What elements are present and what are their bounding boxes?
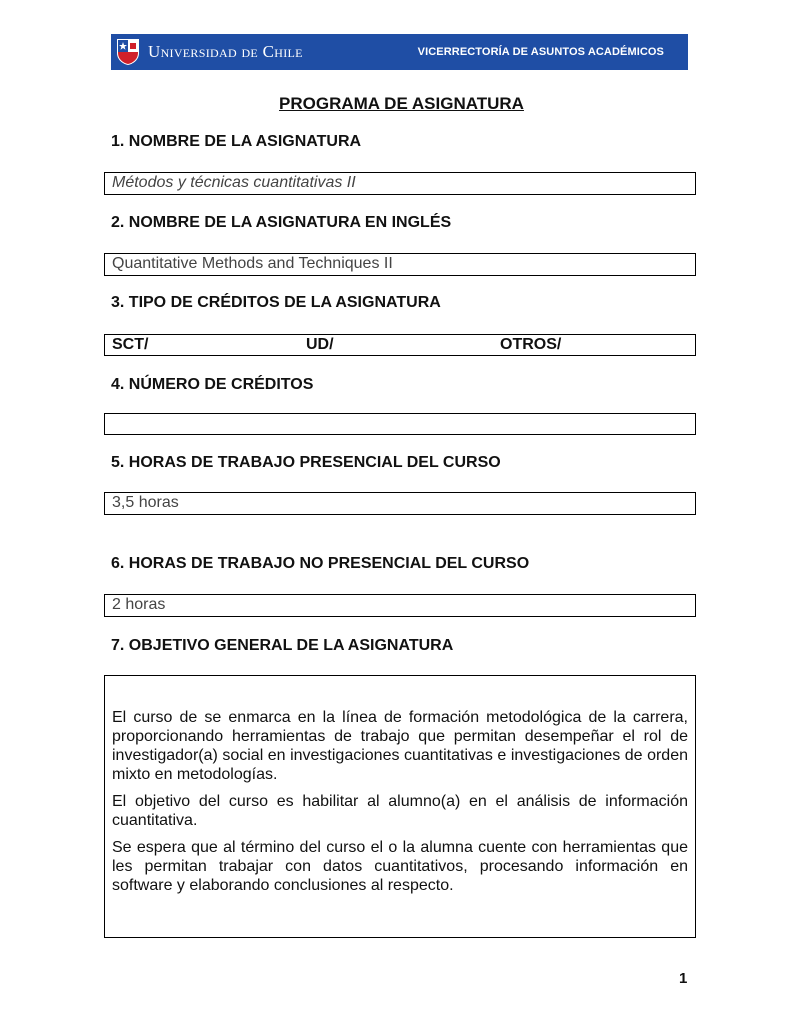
in-person-hours-field: 3,5 horas [104, 492, 696, 515]
objective-paragraph: El curso de se enmarca en la línea de formación metodológica de la carrera, proporcionando herramientas de trabajo que permitan desempeñar el rol de investigador(a) social en investigaciones cuantitativas e investigaciones de orden mixto en metodologías. [112, 709, 688, 783]
remote-hours-field: 2 horas [104, 594, 696, 617]
credit-sct-label: SCT/ [112, 336, 149, 353]
section-2-heading: 2. NOMBRE DE LA ASIGNATURA EN INGLÉS [111, 214, 452, 231]
section-5-heading: 5. HORAS DE TRABAJO PRESENCIAL DEL CURSO [111, 454, 501, 471]
document-title-text: PROGRAMA DE ASIGNATURA [279, 94, 524, 113]
subject-name-english-field: Quantitative Methods and Techniques II [104, 253, 696, 276]
university-name: Universidad de Chile [148, 42, 303, 61]
header-banner [111, 34, 688, 70]
section-1-heading: 1. NOMBRE DE LA ASIGNATURA [111, 133, 362, 150]
credit-type-box [104, 334, 696, 356]
university-crest-icon [116, 38, 140, 66]
subject-name-field: Métodos y técnicas cuantitativas II [104, 172, 696, 195]
objective-paragraph: Se espera que al término del curso el o la alumna cuente con herramientas que les permitan trabajar con datos cuantitativos, procesando información en software y elaborando conclusiones al respecto. [112, 839, 688, 894]
objective-box [104, 675, 696, 938]
objective-paragraph: El objetivo del curso es habilitar al alumno(a) en el análisis de información cuantitativa. [112, 793, 688, 829]
section-3-heading: 3. TIPO DE CRÉDITOS DE LA ASIGNATURA [111, 294, 441, 311]
section-6-heading: 6. HORAS DE TRABAJO NO PRESENCIAL DEL CURSO [111, 555, 530, 572]
vicerrectoria-label: VICERRECTORÍA DE ASUNTOS ACADÉMICOS [417, 46, 664, 58]
page-number: 1 [679, 970, 688, 987]
credit-ud-label: UD/ [306, 336, 334, 353]
credit-otros-label: OTROS/ [500, 336, 562, 353]
document-title [0, 94, 800, 114]
credit-number-field [104, 413, 696, 435]
section-4-heading: 4. NÚMERO DE CRÉDITOS [111, 376, 314, 393]
section-7-heading: 7. OBJETIVO GENERAL DE LA ASIGNATURA [111, 637, 454, 654]
